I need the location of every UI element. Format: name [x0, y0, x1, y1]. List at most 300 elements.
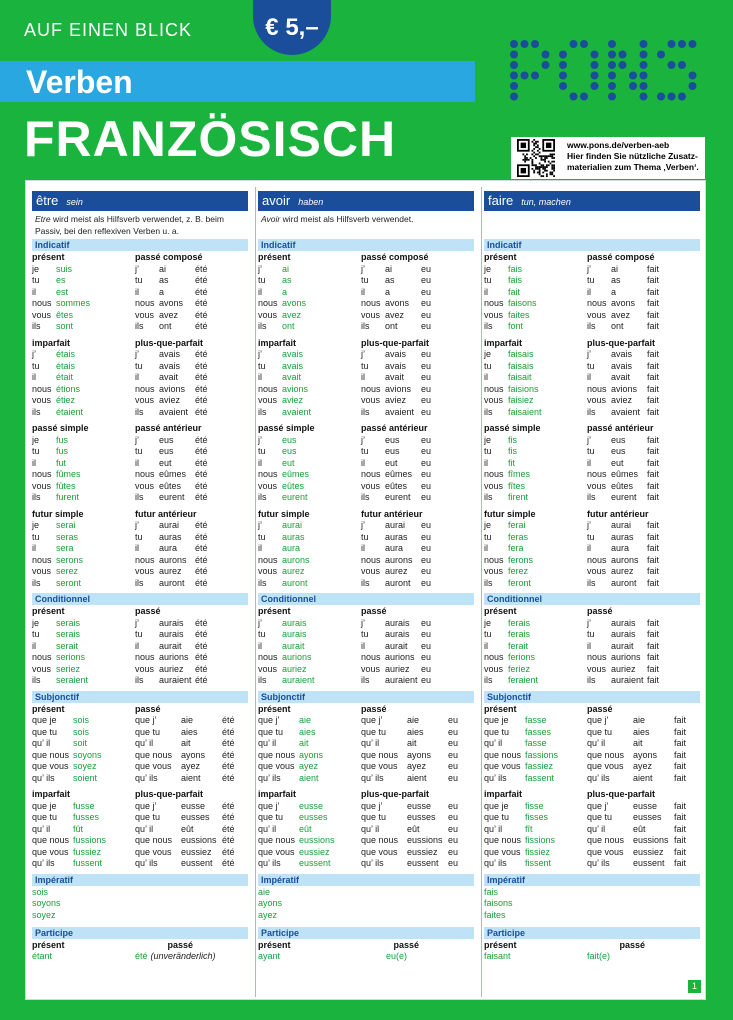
pronoun: que vous [484, 846, 521, 857]
series-label: AUF EINEN BLICK [24, 20, 193, 40]
auxiliary: eurent [159, 492, 185, 502]
pronoun: que je [484, 800, 509, 811]
conjugation-row [258, 492, 370, 504]
participle: fait [647, 395, 660, 405]
participle-labels [484, 940, 700, 952]
participle: fait [647, 349, 660, 359]
participle: fait [647, 480, 660, 491]
pronoun: que tu [32, 726, 58, 737]
pronoun: tu [361, 446, 369, 456]
tense-block [32, 252, 144, 333]
pronoun: qu’ ils [484, 772, 507, 783]
pronoun: qu’ ils [258, 772, 281, 783]
auxiliary: eussent [633, 858, 665, 868]
auxiliary: eussiez [633, 846, 664, 857]
pronoun: qu’ ils [361, 858, 384, 868]
pronoun: ils [32, 321, 41, 331]
participle: eu [448, 715, 459, 725]
conjugation-row [135, 395, 247, 407]
conjugation-row [587, 858, 699, 870]
pronoun: que vous [135, 761, 172, 771]
pronoun: qu’ il [361, 823, 380, 834]
verb-form: soit [73, 738, 88, 748]
conjugation-row [32, 652, 144, 664]
conjugation-row [587, 801, 699, 813]
participle: fait [674, 749, 687, 760]
pronoun: j’ [135, 434, 139, 445]
participle: eu [448, 823, 459, 834]
pronoun: qu’ il [361, 738, 380, 748]
conjugation-row [258, 566, 370, 578]
pronoun: j’ [135, 349, 139, 359]
auxiliary: avaient [159, 406, 189, 417]
verb-form: fis [508, 446, 517, 456]
pronoun: nous [32, 652, 52, 662]
conjugation-row [135, 481, 247, 493]
verb-column-faire [484, 191, 700, 966]
conjugation-row [135, 566, 247, 578]
conjugation-row [32, 446, 144, 458]
auxiliary: avons [385, 298, 410, 308]
conjugation-row [32, 384, 144, 396]
auxiliary: auraient [159, 675, 192, 685]
auxiliary: auriez [159, 663, 184, 674]
pronoun: qu’ ils [361, 772, 384, 783]
participle: eu [448, 846, 459, 857]
pronoun: nous [587, 298, 607, 308]
pronoun: je [32, 520, 40, 530]
pronoun: tu [361, 531, 369, 542]
verb-form: fît [525, 823, 533, 834]
conjugation-row [258, 264, 370, 276]
pronoun: que tu [587, 726, 613, 737]
pronoun: il [587, 286, 591, 297]
pronoun: nous [135, 383, 155, 394]
conjugation-row [32, 372, 144, 384]
participle: été [195, 652, 208, 662]
tense-name: passé [135, 703, 161, 714]
auxiliary: avait [611, 372, 631, 382]
auxiliary: ayez [633, 761, 653, 771]
conjugation-row [587, 773, 699, 785]
conjugation-row [587, 715, 699, 727]
conjugation-row [258, 321, 370, 333]
verb-form: auraient [282, 675, 315, 685]
pronoun: nous [587, 652, 607, 662]
participle: été [195, 554, 208, 565]
conjugation-row [135, 435, 247, 447]
verb-form: fisses [525, 812, 549, 822]
participle: fait [647, 372, 660, 382]
verb-form: seras [56, 531, 79, 542]
auxiliary: avais [159, 349, 181, 359]
conjugation-row [258, 578, 370, 590]
conjugation-row [484, 361, 596, 373]
conjugation-row [484, 446, 596, 458]
tense-name: présent [484, 606, 517, 616]
pronoun: que nous [32, 749, 70, 760]
tense-name: passé simple [484, 423, 541, 433]
conjugation-row [484, 738, 596, 750]
verb-form: auriez [282, 663, 307, 674]
pronoun: j’ [361, 349, 365, 359]
pronoun: vous [32, 309, 52, 320]
auxiliary: eût [633, 823, 646, 834]
pronoun: tu [484, 275, 492, 285]
participle: été [195, 263, 208, 274]
auxiliary: eussions [633, 835, 669, 845]
pronoun: tu [32, 360, 40, 371]
auxiliary: a [611, 286, 617, 297]
conjugation-row [135, 801, 247, 813]
participle: fait [647, 469, 660, 479]
conjugation-row [361, 349, 473, 361]
participle: eu [421, 298, 432, 308]
tense-group [258, 704, 474, 787]
conjugation-row [361, 264, 473, 276]
participle: eu [421, 617, 432, 628]
verb-form: eusses [299, 812, 328, 822]
verb-form: feriez [508, 663, 531, 674]
tense-name: passé simple [258, 423, 315, 433]
pronoun: ils [484, 675, 493, 685]
tense-name: passé [587, 703, 613, 714]
imperative-form: faisons [484, 898, 513, 908]
conjugation-row [587, 727, 699, 739]
conjugation-row [484, 481, 596, 493]
pronoun: nous [258, 554, 278, 565]
conjugation-row [361, 618, 473, 630]
verb-form: auront [282, 577, 308, 588]
verb-form: fût [73, 823, 84, 834]
participle: eu [421, 406, 432, 417]
conjugation-row [135, 361, 247, 373]
conjugation-row [587, 824, 699, 836]
conjugation-row [361, 321, 473, 333]
conjugation-row [258, 458, 370, 470]
conjugation-row [361, 727, 473, 739]
pronoun: ils [135, 321, 144, 331]
pronoun: il [484, 372, 488, 382]
auxiliary: aurai [385, 520, 406, 530]
participle-past-label: passé [393, 939, 420, 950]
conjugation-row [484, 321, 596, 333]
auxiliary: auraient [385, 675, 418, 685]
tense-name: présent [484, 252, 517, 262]
conjugation-row [32, 275, 144, 287]
participle: eu [421, 554, 432, 565]
pronoun: que nous [135, 749, 173, 760]
pronoun: que tu [361, 812, 387, 822]
verb-form: fais [508, 275, 523, 285]
conjugation-row [361, 458, 473, 470]
auxiliary: ayons [407, 749, 432, 760]
auxiliary: auraient [611, 675, 644, 685]
tense-block [135, 704, 247, 785]
participle: fait [647, 383, 660, 394]
pronoun: qu’ il [258, 738, 277, 748]
pronoun: il [135, 372, 139, 382]
tense-name: futur simple [32, 508, 84, 519]
conjugation-row [135, 715, 247, 727]
tense-group [484, 606, 700, 689]
auxiliary: aurais [385, 629, 410, 639]
tense-group [32, 509, 248, 592]
participle: été [222, 726, 235, 737]
participle: fait [674, 772, 687, 783]
conjugation-row [32, 773, 144, 785]
conjugation-row [135, 812, 247, 824]
participle: fait [674, 761, 687, 771]
tense-name: passé simple [32, 423, 89, 433]
verb-name: faire [488, 193, 514, 208]
pronoun: j’ [258, 434, 262, 445]
auxiliary: avaient [611, 406, 641, 417]
tense-block [32, 423, 144, 504]
participle: été [195, 531, 208, 542]
verb-form: eussions [299, 835, 335, 845]
participle: été [195, 309, 208, 320]
info-url: www.pons.de/verben-aeb [567, 140, 670, 150]
participle: été [222, 846, 235, 857]
auxiliary: auront [159, 577, 185, 588]
conjugation-row [587, 750, 699, 762]
pronoun: tu [484, 446, 492, 456]
pronoun: nous [32, 554, 52, 565]
pronoun: j’ [587, 520, 591, 530]
pronoun: vous [135, 395, 155, 405]
conjugation-row [587, 664, 699, 676]
participle-values [32, 951, 248, 963]
pronoun: il [135, 286, 139, 297]
pronoun: que tu [258, 812, 284, 822]
conjugation-row [32, 469, 144, 481]
pronoun: que je [484, 715, 509, 725]
conjugation-row [258, 543, 370, 555]
pronoun: je [484, 263, 492, 274]
tense-name: passé [361, 606, 387, 616]
pronoun: nous [32, 469, 52, 479]
conjugation-row [361, 773, 473, 785]
auxiliary: eurent [611, 492, 637, 502]
verb-form: ferait [508, 640, 529, 651]
participle: eu [421, 395, 432, 405]
participle: été [195, 446, 208, 456]
conjugation-row [484, 407, 596, 419]
conjugation-row [135, 264, 247, 276]
conjugation-row [258, 481, 370, 493]
auxiliary: avais [611, 360, 633, 371]
auxiliary: eussent [407, 858, 439, 868]
auxiliary: avais [385, 349, 407, 359]
participle: été [222, 812, 235, 822]
pronoun: que nous [361, 835, 399, 845]
pronoun: j’ [32, 349, 36, 359]
pronoun: ils [361, 321, 370, 331]
conjugation-row [135, 675, 247, 687]
auxiliary: ont [385, 321, 398, 331]
pronoun: que nous [258, 749, 296, 760]
conjugation-row [484, 469, 596, 481]
conjugation-row [484, 349, 596, 361]
verb-form: eût [299, 823, 312, 834]
auxiliary: avions [611, 383, 638, 394]
conjugation-row [258, 858, 370, 870]
conjugation-row [32, 727, 144, 739]
verb-form: eus [282, 446, 297, 456]
pronoun: que vous [587, 761, 624, 771]
conjugation-row [587, 566, 699, 578]
conjugation-row [484, 750, 596, 762]
conjugation-row [32, 801, 144, 813]
auxiliary: eus [385, 434, 400, 445]
conjugation-row [258, 750, 370, 762]
pronoun: vous [32, 663, 52, 674]
auxiliary: avait [385, 372, 405, 382]
conjugation-row [135, 310, 247, 322]
participle-note: (unveränderlich) [150, 951, 216, 961]
pronoun: nous [361, 652, 381, 662]
participle: fait [674, 846, 687, 857]
pronoun: que nous [587, 749, 625, 760]
conjugation-row [32, 349, 144, 361]
pronoun: nous [484, 383, 504, 394]
pronoun: il [258, 640, 262, 651]
tense-block [361, 252, 473, 333]
participle: été [195, 520, 208, 530]
tense-name: futur antérieur [587, 508, 649, 519]
verb-form: étions [56, 383, 81, 394]
auxiliary: eût [407, 823, 420, 834]
conjugation-row [258, 384, 370, 396]
pronoun: tu [484, 629, 492, 639]
verb-form: ayons [299, 749, 324, 760]
conjugation-row [135, 287, 247, 299]
verb-form: soyez [73, 761, 97, 771]
conjugation-row [587, 298, 699, 310]
verb-form: fassent [525, 772, 555, 783]
pronoun: il [32, 640, 36, 651]
participle: fait [647, 457, 660, 468]
tense-group [258, 606, 474, 689]
verb-form: avais [282, 349, 304, 359]
conjugation-row [258, 532, 370, 544]
tense-block [484, 338, 596, 419]
participle: été [195, 383, 208, 394]
tense-name: futur simple [258, 508, 310, 519]
conjugation-row [484, 264, 596, 276]
imperative-forms [258, 887, 474, 923]
tense-block [258, 423, 370, 504]
participle-values [484, 951, 700, 963]
pronoun: ils [361, 675, 370, 685]
pronoun: que j’ [587, 800, 609, 811]
pronoun: tu [587, 275, 595, 285]
conjugation-row [32, 492, 144, 504]
auxiliary: avez [159, 309, 179, 320]
conjugation-row [361, 446, 473, 458]
verb-form: fassions [525, 749, 559, 760]
auxiliary: eusses [407, 812, 436, 822]
verb-name: être [36, 193, 59, 208]
pronoun: nous [484, 554, 504, 565]
pronoun: il [484, 286, 488, 297]
pronoun: nous [587, 469, 607, 479]
auxiliary: auront [385, 577, 411, 588]
verb-form: était [56, 372, 74, 382]
pronoun: ils [361, 406, 370, 417]
auxiliary: avais [611, 349, 633, 359]
pronoun: vous [258, 395, 278, 405]
tense-block [135, 789, 247, 870]
conjugation-row [135, 652, 247, 664]
participle: fait [647, 434, 660, 445]
conjugation-row [135, 847, 247, 859]
pronoun: vous [587, 663, 607, 674]
conjugation-row [135, 543, 247, 555]
conjugation-row [361, 520, 473, 532]
auxiliary: avons [159, 298, 184, 308]
pronoun: il [587, 543, 591, 553]
section-imperatif: Impératif [258, 874, 474, 886]
auxiliary: aurions [611, 652, 641, 662]
pronoun: je [32, 434, 40, 445]
pronoun: tu [32, 275, 40, 285]
participle: fait [647, 406, 660, 417]
verb-form: avaient [282, 406, 312, 417]
participle: eu [421, 275, 432, 285]
verb-form: fûtes [56, 480, 76, 491]
column-divider [255, 187, 256, 997]
qr-code-icon [517, 139, 555, 177]
pronoun: que j’ [361, 800, 383, 811]
auxiliary: a [385, 286, 391, 297]
conjugation-row [361, 543, 473, 555]
participle: été [222, 800, 235, 811]
verb-translation: tun, machen [521, 197, 571, 207]
pronoun: vous [361, 480, 381, 491]
participle: été [195, 629, 208, 639]
participle-present: faisant [484, 951, 511, 961]
pronoun: j’ [361, 263, 365, 274]
auxiliary: aies [181, 726, 198, 737]
conjugation-row [32, 532, 144, 544]
conjugation-row [484, 435, 596, 447]
conjugation-row [32, 407, 144, 419]
pronoun: qu’ ils [135, 858, 158, 868]
pronoun: nous [258, 298, 278, 308]
conjugation-row [258, 773, 370, 785]
conjugation-row [258, 469, 370, 481]
conjugation-row [587, 264, 699, 276]
participle: fait [647, 275, 660, 285]
verb-form: eurent [282, 492, 308, 502]
tense-name: plus-que-parfait [361, 337, 430, 348]
verb-form: fis [508, 434, 517, 445]
verb-form: sois [73, 715, 90, 725]
auxiliary: aurez [159, 566, 182, 576]
conjugation-row [484, 773, 596, 785]
auxiliary: auriez [611, 663, 636, 674]
pronoun: je [484, 349, 492, 359]
conjugation-row [135, 384, 247, 396]
verb-form: eûtes [282, 480, 305, 491]
participle: fait [647, 652, 660, 662]
auxiliary: avez [385, 309, 405, 320]
imperative-forms [32, 887, 248, 923]
conjugation-row [32, 361, 144, 373]
pronoun: qu’ ils [32, 858, 55, 868]
